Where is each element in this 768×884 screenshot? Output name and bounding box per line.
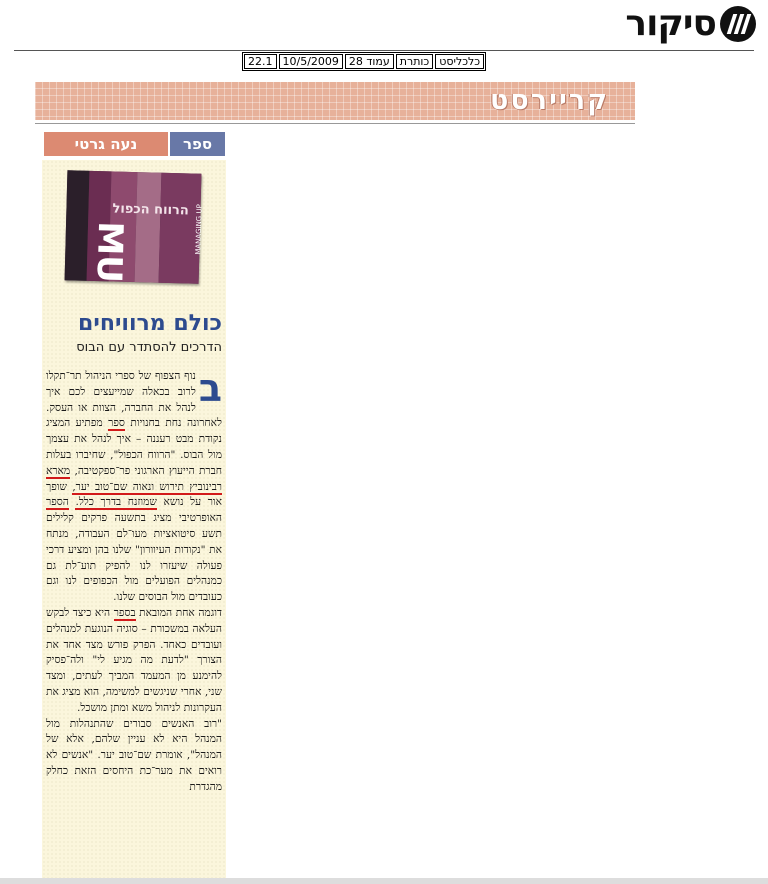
author-tag: נעה גרטי — [44, 132, 168, 156]
text: האופרטיבי מציג בתשעה פרקים קלילים תשע סיטואציות מעו־לם העבודה, מנתח את "נקודות העיוורון" שלנו בהן ומציע דרכי פעולה שיעזרו לנו להפיק תוע־לת גם כמנהלים הפועלים מול הכפופים לנו וגם כעובדים מול הבוסים שלנו. — [46, 512, 222, 604]
meta-page: עמוד 28 — [345, 54, 394, 69]
text: היא כיצד לבקש העלאה במשכורת – סוגיה הנוגעת למנהלים ועובדים כאחד. הפרק פורש מצד אחד את הצורך "לדעת מה מגיע לי" ולה־פסיק להימנע מן המעמד המביך לעתים, ומצד שני, אחרי שניגשים למשימה, הוא מציג את העקרונות לניהול משא ומתן מושכל. — [46, 606, 222, 714]
underlined-text: מארא רבינוביץ תירוש ונאוה שם־טוב יער, — [46, 464, 222, 493]
article-headline: כולם מרוויחים — [78, 311, 222, 336]
text: שופך אור על נושא — [46, 480, 222, 509]
paragraph — [46, 717, 222, 796]
header-divider — [14, 50, 754, 51]
meta-publication: כלכליסט — [435, 54, 484, 69]
drop-cap: ב — [198, 366, 222, 410]
meta-location: כותרת — [396, 54, 433, 69]
meta-date: 10/5/2009 — [279, 54, 343, 69]
source-metadata — [242, 52, 486, 71]
section-title: קריירסט — [490, 85, 609, 116]
brand-name: סיקור — [625, 3, 716, 44]
book-cover-image — [65, 170, 202, 283]
text: מפתיע המציג נקודת מבט רעננה – איך לנהל את עצמך מול הבוס. "הרווח הכפול", שחיברו בעלות חברת הייעוץ הארגוני פר־ — [46, 417, 222, 477]
text: דוגמה אחת המובאת — [139, 606, 222, 619]
text: ספקטיבה, — [74, 464, 116, 477]
article-body — [46, 366, 222, 796]
underlined-text: בספר — [113, 606, 136, 619]
underlined-text: שמוזנח בדרך כלל. — [75, 496, 157, 509]
paragraph — [46, 366, 222, 606]
underlined-text: ספר — [108, 417, 125, 430]
meta-id: 22.1 — [244, 54, 277, 69]
category-tag: ספר — [170, 132, 225, 156]
sikur-logo-icon — [720, 6, 756, 42]
section-banner — [35, 82, 635, 120]
page-bottom-edge — [0, 878, 768, 884]
paragraph — [46, 606, 222, 717]
book-cover-english: MANAGING UP — [194, 204, 204, 255]
book-cover-title: הרווח הכפול — [112, 201, 189, 219]
underlined-text: הספר — [46, 496, 69, 509]
brand — [625, 3, 756, 44]
text: "רוב האנשים סבורים שהתנהלות מול המנהל היא לא עניין שלהם, אלא של המנהל", אומרת שם־טוב יער. "אנשים לא רואים את מער־כת היחסים הזאת כחלק מהגדרת — [46, 717, 222, 793]
banner-divider — [35, 123, 635, 124]
text: נוף הצפוף של ספרי הניהול תר־תקלו לרוב בכאלה שמייעצים לכם איך לנהל את החברה, הצוות או העסק. לאחרונה נחת בחנויות — [46, 370, 222, 430]
book-cover-mark: MU — [88, 220, 131, 284]
article-subheadline: הדרכים להסתדר עם הבוס — [76, 340, 222, 355]
